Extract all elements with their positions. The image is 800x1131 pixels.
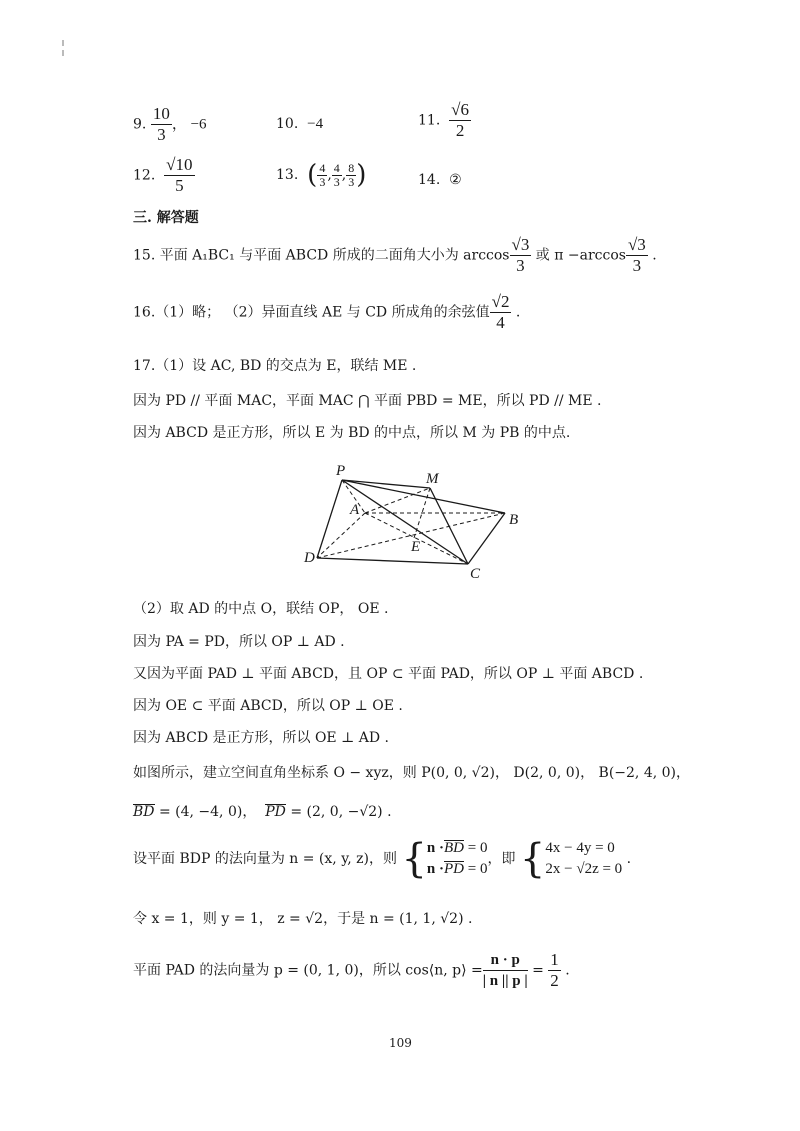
q17-normal-system xyxy=(133,838,631,880)
answer-11 xyxy=(418,100,471,141)
answer-12 xyxy=(133,155,195,196)
q17-cos-line xyxy=(133,950,570,991)
page-number: 109 xyxy=(389,1036,412,1050)
answer-15 xyxy=(133,235,657,276)
answer-16 xyxy=(133,292,520,333)
q-number: 9. xyxy=(133,116,147,133)
label-E: E xyxy=(411,539,421,555)
brace-left: { xyxy=(401,836,427,882)
numerator: √10 xyxy=(166,155,193,174)
denominator: 3 xyxy=(333,174,340,189)
answer-10 xyxy=(276,116,323,133)
brace-left: { xyxy=(519,836,546,882)
q17-part2-line-2: 因为 PA = PD，所以 OP ⊥ AD . xyxy=(133,634,345,650)
system-2 xyxy=(545,838,622,880)
answer-14 xyxy=(418,172,462,188)
fraction xyxy=(483,950,528,991)
vector-value: = (4, −4, 0)， xyxy=(154,804,257,820)
edge-PD xyxy=(317,480,342,558)
paren-open: ( xyxy=(307,160,318,190)
denominator: 2 xyxy=(550,971,559,990)
margin-mark xyxy=(62,40,64,46)
system-1-row-1b: = 0 xyxy=(464,840,488,856)
vector-PD: PD xyxy=(265,804,286,820)
system-1 xyxy=(427,838,488,880)
numerator: n · p xyxy=(483,950,528,971)
pyramid-figure xyxy=(290,458,550,578)
denominator: 3 xyxy=(348,174,355,189)
q15-text: . xyxy=(647,247,657,264)
system-1-row-2b: = 0 xyxy=(464,861,488,877)
answer-value: ， −6 xyxy=(171,116,207,133)
label-D: D xyxy=(304,550,315,566)
label-B: B xyxy=(509,512,519,528)
q17-line-1: 17.（1）设 AC, BD 的交点为 E，联结 ME . xyxy=(133,358,417,374)
q17-part2-line-4: 因为 OE ⊂ 平面 ABCD，所以 OP ⊥ OE . xyxy=(133,698,403,714)
q17-part2-line-1: （2）取 AD 的中点 O，联结 OP， OE . xyxy=(133,601,389,617)
label-P: P xyxy=(336,463,346,479)
comma: , xyxy=(327,167,332,183)
denominator: 2 xyxy=(455,121,465,140)
fraction xyxy=(626,235,648,276)
label-C: C xyxy=(470,566,481,578)
denominator: 3 xyxy=(319,174,326,189)
fraction xyxy=(346,162,356,189)
fraction xyxy=(548,950,561,991)
denominator: 3 xyxy=(516,256,525,275)
label-A: A xyxy=(350,502,360,518)
q17-let-line: 令 x = 1，则 y = 1， z = √2，于是 n = (1, 1, √2) . xyxy=(133,911,473,927)
q15-text: 15. 平面 A₁BC₁ 与平面 ABCD 所成的二面角大小为 arccos xyxy=(133,247,510,264)
numerator: √3 xyxy=(511,235,530,254)
answer-value: −4 xyxy=(307,116,324,132)
q17-part2-line-6: 如图所示，建立空间直角坐标系 O − xyz，则 P(0, 0, √2)， D(2, 0, 0)， B(−2, 4, 0)， xyxy=(133,765,691,781)
denominator: 4 xyxy=(496,313,505,332)
q15-text: 或 π −arccos xyxy=(531,247,626,264)
q16-text: 16.（1）略； （2）异面直线 AE 与 CD 所成角的余弦值 xyxy=(133,304,490,321)
numerator: 4 xyxy=(319,160,326,175)
edge-DC xyxy=(317,558,468,564)
numerator: 4 xyxy=(333,160,340,175)
fraction xyxy=(490,292,512,333)
numerator: √6 xyxy=(451,100,470,119)
comma: , xyxy=(341,167,347,183)
q-number: 10. xyxy=(276,116,299,132)
edge-CB xyxy=(468,513,505,564)
denominator: | n || p | xyxy=(482,973,528,989)
q17-part2-line-5: 因为 ABCD 是正方形，所以 OE ⊥ AD . xyxy=(133,730,389,746)
numerator: 10 xyxy=(152,104,170,123)
denominator: 3 xyxy=(632,256,642,275)
q17-line-3: 因为 ABCD 是正方形，所以 E 为 BD 的中点，所以 M 为 PB 的中点. xyxy=(133,425,571,441)
fraction xyxy=(151,104,172,145)
numerator: √3 xyxy=(627,235,646,254)
denominator: 3 xyxy=(157,125,166,144)
q17-part2-line-3: 又因为平面 PAD ⊥ 平面 ABCD，且 OP ⊂ 平面 PAD，所以 OP ⊥ 平面 ABCD . xyxy=(133,666,644,682)
numerator: √2 xyxy=(491,292,510,311)
denominator: 5 xyxy=(175,176,184,195)
system-intro: 设平面 BDP 的法向量为 n = (x, y, z)，则 xyxy=(133,851,397,867)
fraction xyxy=(449,100,471,141)
system-1-row-1a: n · xyxy=(426,840,444,856)
system-2-row-1: 4x − 4y = 0 xyxy=(545,840,615,856)
q16-text: . xyxy=(511,304,521,321)
q-number: 12. xyxy=(133,167,156,184)
fraction xyxy=(164,155,194,196)
q17-line-2: 因为 PD // 平面 MAC，平面 MAC ⋂ 平面 PBD = ME，所以 PD // ME . xyxy=(133,393,602,409)
answer-9 xyxy=(133,104,207,145)
cos-intro: 平面 PAD 的法向量为 p = (0, 1, 0)，所以 cos⟨n, p⟩ = xyxy=(133,962,483,979)
fraction xyxy=(332,162,342,189)
system-1-row-2a: n · xyxy=(426,861,444,877)
vector-PD: PD xyxy=(444,861,464,877)
vector-value: = (2, 0, −√2) . xyxy=(285,804,392,820)
numerator: 1 xyxy=(550,950,559,969)
answer-value: ② xyxy=(449,172,462,188)
margin-mark xyxy=(62,50,64,56)
numerator: 8 xyxy=(348,160,355,175)
equals: = xyxy=(527,962,549,979)
label-M: M xyxy=(426,471,439,487)
system-end: . xyxy=(622,851,632,867)
edge-PM xyxy=(342,480,430,488)
fraction xyxy=(510,235,532,276)
vector-BD: BD xyxy=(444,840,464,856)
answer-13 xyxy=(276,160,366,190)
fraction xyxy=(317,162,327,189)
q-number: 13. xyxy=(276,167,299,183)
paren-close: ) xyxy=(356,160,367,190)
section-title: 三. 解答题 xyxy=(133,210,199,226)
q17-vectors-line xyxy=(133,801,392,821)
system-connector: ，即 xyxy=(487,851,516,867)
system-2-row-2: 2x − √2z = 0 xyxy=(545,861,623,877)
cos-end: . xyxy=(560,962,570,979)
q-number: 11. xyxy=(418,112,441,129)
vector-BD: BD xyxy=(133,804,155,820)
q-number: 14. xyxy=(418,172,441,188)
